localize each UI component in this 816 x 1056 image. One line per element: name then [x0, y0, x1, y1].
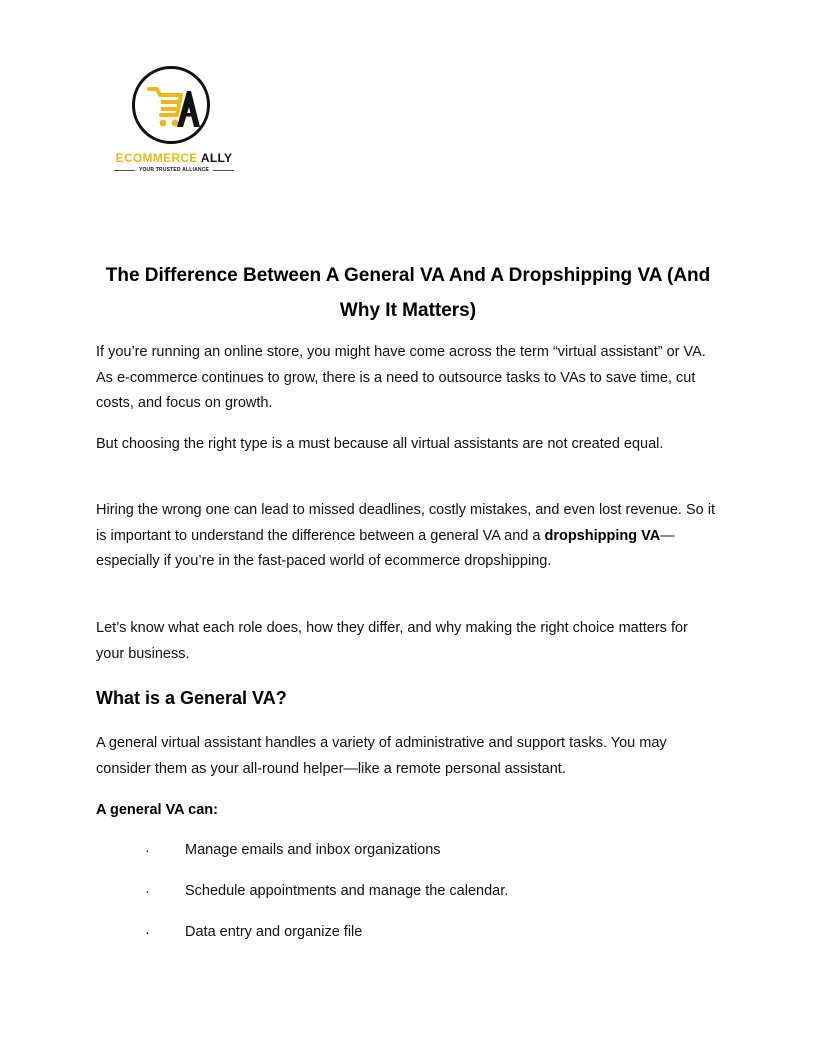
- logo-tagline-row: [114, 167, 234, 173]
- intro-paragraph-3-start: Hiring the wrong one can lead to missed deadlines, costly mistakes, and even lost revenue. So it is important to understand the difference between a general VA and a: [96, 502, 716, 544]
- logo-tagline: YOUR TRUSTED ALLIANCE: [138, 167, 210, 173]
- task-list: [96, 838, 720, 961]
- list-item-text: Data entry and organize file: [185, 924, 363, 940]
- section-body: A general virtual assistant handles a variety of administrative and support tasks. You may consider them as your all-round helper—like a remote personal assistant.: [96, 735, 667, 777]
- tagline-rule-left: [114, 170, 135, 171]
- logo-name-part2: ALLY: [200, 151, 233, 165]
- brand-logo: [112, 66, 236, 178]
- dropshipping-va-emphasis: dropshipping VA: [544, 527, 661, 544]
- logo-wordmark: [112, 151, 236, 165]
- tagline-rule-right: [213, 170, 234, 171]
- logo-name-part1: ECOMMERCE: [115, 151, 198, 165]
- intro-paragraph-2: But choosing the right type is a must because all virtual assistants are not created equal.: [96, 436, 664, 452]
- list-label: A general VA can:: [96, 802, 218, 818]
- intro-paragraph-3: [96, 498, 720, 575]
- list-item: [96, 879, 720, 920]
- bullet-icon: ·: [145, 924, 150, 940]
- logo-circle: [132, 66, 210, 144]
- bullet-icon: ·: [145, 842, 150, 858]
- bullet-icon: ·: [145, 883, 150, 899]
- cart-logo-icon: [147, 83, 201, 133]
- document-title: The Difference Between A General VA And A Dropshipping VA (And Why It Matters): [105, 265, 711, 321]
- list-item: [96, 838, 720, 879]
- intro-paragraph-1: If you’re running an online store, you might have come across the term “virtual assistant” or VA. As e-commerce continues to grow, there is a need to outsource tasks to VAs to save time, cut costs, and focus on growth.: [96, 344, 706, 411]
- list-item-text: Manage emails and inbox organizations: [185, 842, 441, 858]
- section-heading: What is a General VA?: [96, 688, 287, 708]
- list-item-text: Schedule appointments and manage the calendar.: [185, 883, 509, 899]
- intro-paragraph-4: Let’s know what each role does, how they differ, and why making the right choice matters for your business.: [96, 620, 688, 662]
- list-item: [96, 920, 720, 961]
- intro-paragraph-3-end: —especially if you’re in the fast-paced world of ecommerce dropshipping.: [96, 527, 675, 569]
